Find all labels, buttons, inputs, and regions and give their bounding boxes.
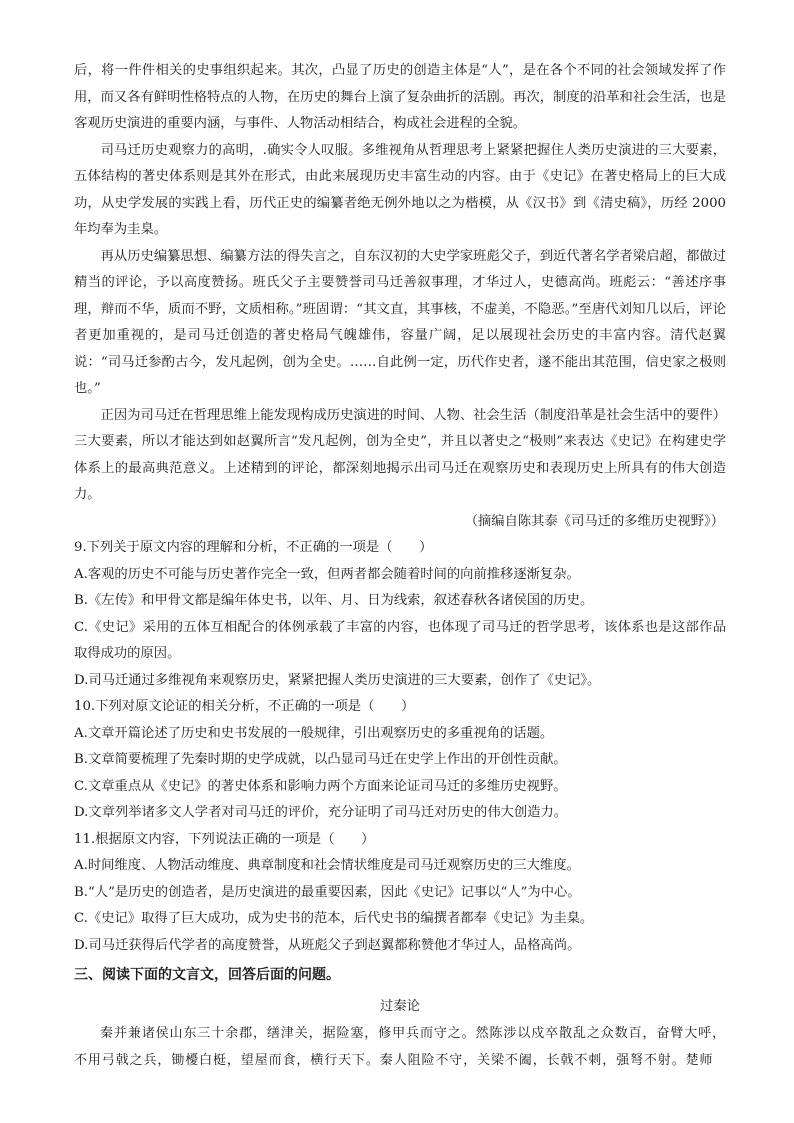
question-10 bbox=[74, 694, 726, 827]
option-c: C.《史记》取得了巨大成功，成为史书的范本，后代史书的编撰者都奉《史记》为圭臬。 bbox=[74, 911, 594, 926]
question-stem: 9.下列关于原文内容的理解和分析，不正确的一项是（ ） bbox=[74, 540, 433, 555]
option-d: D.文章列举诸多文人学者对司马迁的评价，充分证明了司马迁对历史的伟大创造力。 bbox=[74, 805, 568, 820]
option-b: B.“人”是历史的创造者，是历史演进的最重要因素，因此《史记》记事以“人”为中心。 bbox=[74, 884, 581, 900]
option-a: A.客观的历史不可能与历史著作完全一致，但两者都会随着时间的向前推移逐渐复杂。 bbox=[74, 566, 580, 582]
section-heading: 三、阅读下面的文言文，回答后面的问题。 bbox=[74, 967, 340, 983]
passage-title: 过秦论 bbox=[380, 999, 420, 1014]
paragraph-3: 再从历史编纂思想、编纂方法的得失言之，自东汉初的大史学家班彪父子，到近代著名学者梁启超，都做过精当的评论，予以高度赞扬。班氏父子主要赞誉司马迁善叙事理，才华过人，史德高尚。班彪云：“善述序事理，辩而不华，质而不野，文质相称。”班固谓：“其文直，其事核，不虚美，不隐恶。”至唐代刘知几以后，评论者更加重视的，是司马迁创造的著史格局气魄雄伟，容量广阔，足以展现社会历史的丰富内容。清代赵翼说：“司马迁参酌古今，发凡起例，创为全史。……自此例一定，历代作史者，遂不能出其范围，信史家之极则也。” bbox=[74, 248, 726, 396]
option-c: C.《史记》采用的五体互相配合的体例承载了丰富的内容，也体现了司马迁的哲学思考，该体系也是这部作品取得成功的原因。 bbox=[74, 619, 726, 661]
question-stem: 11.根据原文内容，下列说法正确的一项是（ ） bbox=[74, 831, 375, 847]
classical-passage: 秦并兼诸侯山东三十余郡，缮津关，据险塞，修甲兵而守之。然陈涉以戍卒散乱之众数百，奋臂大呼，不用弓戟之兵，锄櫌白梃，望屋而食，横行天下。秦人阻险不守，关梁不阖，长戟不刺，强弩不射。楚师 bbox=[74, 1026, 726, 1068]
option-d: D.司马迁获得后代学者的高度赞誉，从班彪父子到赵翼都称赞他才华过人，品格高尚。 bbox=[74, 937, 581, 953]
source-citation: （摘编自陈其泰《司马迁的多维历史视野》） bbox=[464, 513, 724, 529]
paragraph-2: 司马迁历史观察力的高明，.确实令人叹服。多维视角从哲理思考上紧紧把握住人类历史演进的三大要素，五体结构的著史体系则是其外在形式，由此来展现历史丰富生动的内容。由于《史记》在著史格局上的巨大成功，从史学发展的实践上看，历代正史的编纂者绝无例外地以之为楷模，从《汉书》到《清史稿》，历经 2000 年均奉为圭臬。 bbox=[74, 142, 726, 237]
option-a: A.文章开篇论述了历史和史书发展的一般规律，引出观察历史的多重视角的话题。 bbox=[74, 725, 554, 741]
option-d: D.司马迁通过多维视角来观察历史，紧紧把握人类历史演进的三大要素，创作了《史记》。 bbox=[74, 672, 601, 688]
question-11 bbox=[74, 827, 726, 960]
paragraph-1: 后，将一件件相关的史事组织起来。其次，凸显了历史的创造主体是“人”，是在各个不同的社会领域发挥了作用，而又各有鲜明性格特点的人物，在历史的舞台上演了复杂曲折的活剧。再次，制度的沿革和社会生活，也是客观历史演进的重要内涵，与事件、人物活动相结合，构成社会进程的全貌。 bbox=[74, 63, 726, 131]
paragraph-4: 正因为司马迁在哲理思维上能发现构成历史演进的时间、人物、社会生活（制度沿革是社会生活中的要件）三大要素，所以才能达到如赵翼所言“发凡起例，创为全史”，并且以著史之“极则”来表达《史记》在构建史学体系上的最高典范意义。上述精到的评论，都深刻地揭示出司马迁在观察历史和表现历史上所具有的伟大创造力。 bbox=[74, 407, 726, 502]
question-stem: 10.下列对原文论证的相关分析，不正确的一项是（ ） bbox=[74, 699, 415, 714]
document-page bbox=[74, 58, 726, 1074]
option-b: B.文章简要梳理了先秦时期的史学成就，以凸显司马迁在史学上作出的开创性贡献。 bbox=[74, 752, 567, 767]
option-c: C.文章重点从《史记》的著史体系和影响力两个方面来论证司马迁的多维历史视野。 bbox=[74, 778, 567, 794]
option-a: A.时间维度、人物活动维度、典章制度和社会情状维度是司马迁观察历史的三大维度。 bbox=[74, 858, 580, 873]
option-b: B.《左传》和甲骨文都是编年体史书，以年、月、日为线索，叙述春秋各诸侯国的历史。 bbox=[74, 593, 594, 608]
question-9 bbox=[74, 535, 726, 694]
